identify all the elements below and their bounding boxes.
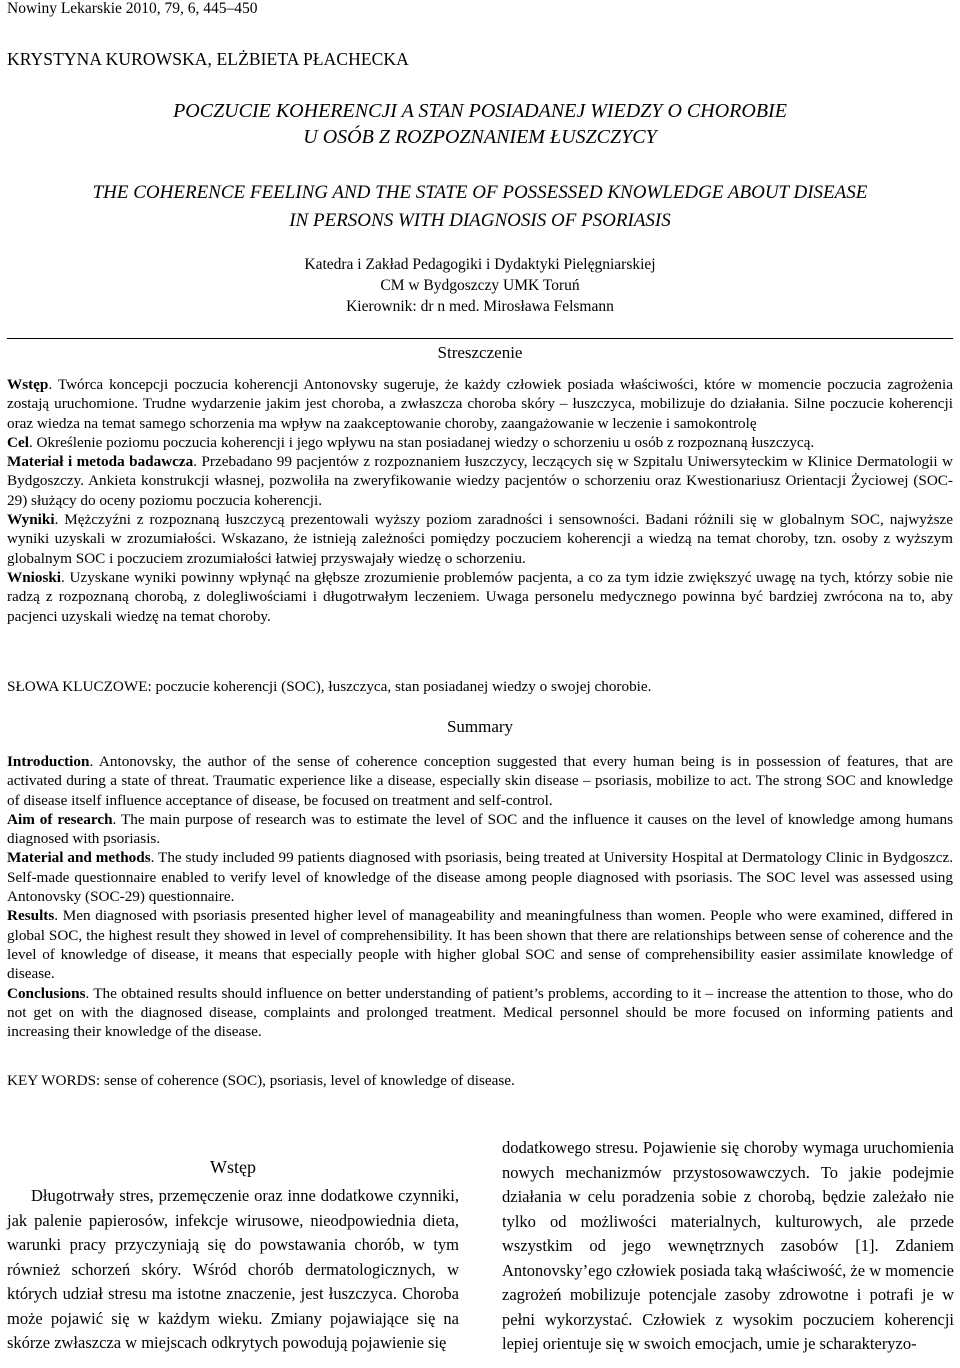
abstract-paragraph bbox=[7, 375, 953, 433]
affiliation-line-2: CM w Bydgoszczy UMK Toruń bbox=[380, 277, 580, 294]
abstract-text: . Mężczyźni z rozpoznaną łuszczycą prezentowali wyższy poziom zaradności i sensowności. Badani różnili się w globalnym SOC, najwyższe wyniki uzyskali w zrozumiałości. Wskazano, że istnieją zależności pomiędzy poczuciem koherencji a wiedzą na temat choroby, tzn. osoby z wyższym globalnym SOC i poczuciem zrozumiałości łatwiej przyswajały wiedzę o schorzeniu. bbox=[7, 511, 953, 567]
abstract-paragraph bbox=[7, 433, 953, 452]
body-paragraph-left: Długotrwały stres, przemęczenie oraz inne dodatkowe czynniki, jak palenie papierosów, infekcje wirusowe, nieodpowiednia dieta, warunki pracy przyczyniają się do powstawania chorób, w tym również schorzeń skóry. Wśród chorób dermatologicznych, w których udział stresu ma istotne znaczenie, jest łuszczyca. Choroba może pojawić się w każdym wieku. Zmiany pojawiające się na skórze zwłaszcza w miejscach odkrytych powodują pojawienie się bbox=[7, 1186, 459, 1352]
abstract-label: Materiał i metoda badawcza bbox=[7, 453, 194, 471]
body-paragraph-right: dodatkowego stresu. Pojawienie się choroby wymaga uruchomienia nowych mechanizmów przystosowawczych. To jakie podejmie działania w celu poradzenia sobie z chorobą, będzie zależało nie tylko od możliwości materialnych, kulturowych, ale przede wszystkim od jego wewnętrznych zasobów [1]. Zdaniem Antonovsky’ego człowiek posiada taką właściwość, że w momencie zagrożeń mobilizuje potencjale zasoby zdrowotne i potrafi je w pełni wykorzystać. Człowiek z wysokim poczuciem koherencji lepiej orientuje się w swoich emocjach, umie je scharakteryzo- bbox=[502, 1138, 954, 1353]
abstract-text: . Men diagnosed with psoriasis presented higher level of manageability and meaningfulness than women. People who were examined, differed in global SOC, the highest result they showed in level of comprehensibility. It has been shown that there are relationships between sense of coherence and the level of knowledge of disease, it means that especially people with higher global SOC and sense of comprehensibility easier assimilate knowledge of disease. bbox=[7, 907, 953, 983]
keywords-english: KEY WORDS: sense of coherence (SOC), psoriasis, level of knowledge of disease. bbox=[7, 1072, 515, 1089]
abstract-text: . The main purpose of research was to estimate the level of SOC and the influence it causes on the level of knowledge among humans diagnosed with psoriasis. bbox=[7, 810, 953, 848]
journal-reference: Nowiny Lekarskie 2010, 79, 6, 445–450 bbox=[7, 0, 258, 17]
abstract-label: Results bbox=[7, 907, 55, 925]
title-polish bbox=[0, 98, 960, 150]
abstract-paragraph bbox=[7, 510, 953, 568]
title-english-line-2: IN PERSONS WITH DIAGNOSIS OF PSORIASIS bbox=[289, 210, 671, 231]
affiliation-line-1: Katedra i Zakład Pedagogiki i Dydaktyki Pielęgniarskiej bbox=[304, 256, 656, 273]
affiliation-line-3: Kierownik: dr n med. Mirosława Felsmann bbox=[346, 298, 614, 315]
divider-line bbox=[7, 338, 953, 339]
keywords-polish: SŁOWA KLUCZOWE: poczucie koherencji (SOC), łuszczyca, stan posiadanej wiedzy o swojej chorobie. bbox=[7, 678, 652, 695]
abstract-paragraph bbox=[7, 568, 953, 626]
abstract-text: . Uzyskane wyniki powinny wpłynąć na głębsze zrozumienie problemów pacjenta, a co za tym idzie zwiększyć uwagę na tych, którzy sobie nie radzą z rozpoznaną chorobą, z dolegliwościami i długotrwałym leczeniem. Uwaga personelu medycznego powinna być bardziej zwrócona na to, aby pacjenci uzyskali wiedzę na temat choroby. bbox=[7, 568, 953, 625]
abstract-label: Wyniki bbox=[7, 511, 55, 529]
abstract-text: . The study included 99 patients diagnosed with psoriasis, being treated at University Hospital at Dermatology Clinic in Bydgoszcz. Self-made questionnaire enabled to verify level of knowledge of the disease among people diagnosed with psoriasis. The SOC level was assessed using Antonovsky (SOC-29) questionnaire. bbox=[7, 849, 953, 906]
abstract-label: Conclusions bbox=[7, 984, 86, 1002]
summary-heading: Summary bbox=[446, 717, 514, 736]
abstract-label: Wnioski bbox=[7, 568, 62, 586]
body-column-left bbox=[7, 1154, 459, 1356]
title-english bbox=[0, 179, 960, 235]
abstract-paragraph bbox=[7, 452, 953, 510]
title-polish-line-1: POCZUCIE KOHERENCJI A STAN POSIADANEJ WIEDZY O CHOROBIE bbox=[173, 100, 787, 122]
abstract-label: Introduction bbox=[7, 753, 90, 770]
abstract-text: . Antonovsky, the author of the sense of coherence conception suggested that every human being is in possession of features, that are activated during a state of threat. Traumatic experience like a disease, especially skin disease – psoriasis, mobilize to act. The strong SOC and knowledge of disease itself influence acceptance of disease, be focused on treatment and self-control. bbox=[7, 753, 953, 809]
abstract-text: . Określenie poziomu poczucia koherencji i jego wpływu na stan posiadanej wiedzy o schorzeniu u osób z rozpoznaną łuszczycą. bbox=[28, 433, 815, 451]
abstract-label: Material and methods bbox=[7, 849, 151, 867]
abstract-text: . Przebadano 99 pacjentów z rozpoznaniem łuszczycy, leczących się w Szpitalu Uniwersyteckim w Klinice Dermatologii w Bydgoszczy. Ankieta konstrukcji własnej, pozwoliła na zweryfikowanie wiedzy pacjentów o schorzeniu oraz Kwestionariusz Orientacji Życiowej (SOC-29) służący do oceny poziomu poczucia koherencji. bbox=[7, 453, 953, 509]
abstract-label: Aim of research bbox=[7, 810, 113, 828]
abstract-text: . Twórca koncepcji poczucia koherencji Antonovsky sugeruje, że każdy człowiek posiada właściwości, które w momencie poczucia zagrożenia zostają uruchomione. Trudne wydarzenie jakim jest choroba, a zwłaszcza choroba skóry – łuszczyca, mobilizuje do działania. Silne poczucie koherencji oraz wiedza na temat samego schorzenia ma wpływ na zaakceptowanie choroby, zaangażowanie w leczenie i samokontrolę bbox=[7, 376, 953, 432]
authors: KRYSTYNA KUROWSKA, ELŻBIETA PŁACHECKA bbox=[7, 49, 409, 69]
title-english-line-1: THE COHERENCE FEELING AND THE STATE OF POSSESSED KNOWLEDGE ABOUT DISEASE bbox=[92, 182, 868, 203]
body-column-right bbox=[502, 1136, 954, 1357]
affiliation bbox=[0, 254, 960, 317]
abstract-label: Wstęp bbox=[7, 376, 49, 393]
section-title-wstep: Wstęp bbox=[210, 1157, 256, 1177]
abstract-paragraph bbox=[7, 906, 953, 983]
summary-body bbox=[7, 752, 953, 1041]
abstract-paragraph bbox=[7, 752, 953, 810]
abstract-paragraph bbox=[7, 848, 953, 906]
abstract-label: Cel bbox=[7, 433, 29, 451]
abstract-paragraph bbox=[7, 984, 953, 1042]
title-polish-line-2: U OSÓB Z ROZPOZNANIEM ŁUSZCZYCY bbox=[303, 126, 657, 148]
streszczenie-heading: Streszczenie bbox=[437, 343, 523, 362]
streszczenie-body bbox=[7, 375, 953, 626]
abstract-paragraph bbox=[7, 810, 953, 849]
abstract-text: . The obtained results should influence on better understanding of patient’s problems, according to it – increase the attention to those, who do not get on with the diagnosed disease, complaints and prolonged treatment. Medical personnel should be more focused on informing patients and increasing their knowledge of the disease. bbox=[7, 984, 953, 1041]
